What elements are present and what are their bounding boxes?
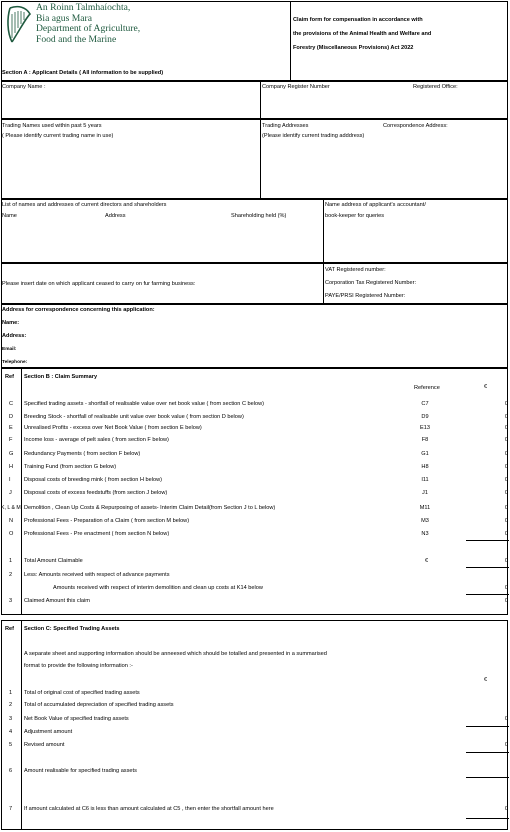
claim-row-description: Specified trading assets - shortfall of realisable value over net book value ( from section C below): [24, 401, 265, 407]
harp-emblem-icon: [4, 4, 34, 46]
total-label: Total Amount Claimable: [24, 558, 83, 564]
claim-row-description: Income loss - average of pelt sales ( from section F below): [24, 437, 169, 443]
section-c-value-line: [466, 752, 509, 753]
correspondence-name-label: Name:: [2, 320, 20, 326]
ceased-date-label: Please insert date on which applicant ceased to carry on fur farming business:: [2, 281, 196, 287]
asset-row-ref: 3: [9, 716, 13, 722]
vat-number-label: VAT Registered number:: [325, 267, 386, 273]
claim-row-ref: E: [9, 425, 13, 431]
claim-row-ref: F: [9, 437, 13, 443]
section-c-euro-header: €: [484, 677, 488, 683]
form-title-line-1: Claim form for compensation in accordance with: [293, 17, 423, 23]
claim-row-ref: K, L & M: [1, 505, 21, 511]
claim-row-ref: I: [9, 477, 11, 483]
header-divider: [290, 1, 291, 81]
claim-row-reference-code: D9: [421, 414, 429, 420]
accountant-label-line-2: book-keeper for queries: [325, 213, 385, 219]
section-b-ref-divider: [21, 368, 22, 615]
section-c-value-line: [466, 818, 509, 819]
total-ref: 1: [9, 558, 13, 564]
claim-row-description: Disposal costs of excess feedstuffs (from section J below): [24, 490, 168, 496]
total-value: 0: [504, 558, 508, 564]
claim-row-description: Training Fund (from section G below): [24, 464, 117, 470]
asset-row-description: Revised amount: [24, 742, 65, 748]
form-title-line-3: Forestry (Miscellaneous Provisions) Act 2022: [293, 45, 414, 51]
asset-row-ref: 7: [9, 806, 13, 812]
asset-row-value: 0: [504, 742, 508, 748]
claim-row-ref: N: [9, 518, 14, 524]
trading-divider: [260, 119, 261, 199]
claim-row-reference-code: F8: [421, 437, 429, 443]
claim-row-description: Demolition , Clean Up Costs & Repurposing of assets- Interim Claim Detail(from Section J to L below): [24, 505, 276, 511]
asset-row-description: Amount realisable for specified trading assets: [24, 768, 137, 774]
trading-addresses-label: Trading Addresses: [262, 123, 309, 129]
correspondence-title: Address for correspondence concerning this application:: [2, 307, 155, 313]
accountant-label-line-1: Name address of applicant's accountant/: [325, 202, 426, 208]
department-logo-text: [36, 3, 140, 46]
section-c-value-line: [466, 726, 509, 727]
asset-row-ref: 1: [9, 690, 13, 696]
paye-prsi-label: PAYE/PRSI Registered Number:: [325, 293, 406, 299]
asset-row-description: Adjustment amount: [24, 729, 73, 735]
claim-row-ref: H: [9, 464, 14, 470]
trading-addresses-note: (Please identify current trading adddress): [262, 133, 365, 139]
claimed-label: Claimed Amount this claim: [24, 598, 90, 604]
claim-row-value: 0: [504, 451, 508, 457]
section-b-euro-header: €: [484, 384, 488, 390]
company-name-label: Company Name :: [2, 84, 46, 90]
claim-row-value: 0: [504, 414, 508, 420]
section-c-ref-header: Ref: [5, 626, 15, 632]
column-address-label: Address: [105, 213, 126, 219]
section-b-total-line: [466, 567, 509, 568]
claim-row-value: 0: [504, 401, 508, 407]
asset-row-value: 0: [504, 806, 508, 812]
claim-row-ref: D: [9, 414, 14, 420]
asset-row-description: If amount calculated at C6 is less than amount calculated at C5 , then enter the shortfall amount here: [24, 806, 274, 812]
claim-row-value: 0: [504, 490, 508, 496]
total-euro: €: [425, 558, 429, 564]
reference-header: Reference: [414, 385, 440, 391]
asset-row-description: Net Book Value of specified trading assets: [24, 716, 129, 722]
ceased-divider: [323, 263, 324, 304]
claim-row-reference-code: E13: [420, 425, 430, 431]
section-c-intro-line-1: A separate sheet and supporting information should be anneexed which should be totalled and presented in a summarised: [24, 651, 327, 657]
section-c-ref-divider: [21, 620, 22, 830]
section-b-ref-header: Ref: [5, 374, 15, 380]
claim-row-ref: J: [9, 490, 12, 496]
company-divider: [260, 81, 261, 119]
section-b-interim-line: [466, 594, 509, 595]
claim-row-reference-code: H8: [421, 464, 429, 470]
asset-row-description: Total of accumulated depreciation of specified trading assets: [24, 702, 174, 708]
correspondence-email-label: Email:: [2, 347, 17, 352]
corporation-tax-label: Corporation Tax Registered Number:: [325, 280, 416, 286]
company-register-label: Company Register Number: [262, 84, 330, 90]
claim-row-description: Breeding Stock - shortfall of realisable unit value over book value ( from section D below): [24, 414, 244, 420]
trading-details-box: [1, 119, 508, 199]
claim-row-reference-code: I11: [421, 477, 429, 483]
claim-row-value: 0: [504, 477, 508, 483]
claim-row-ref: C: [9, 401, 14, 407]
interim-value: 0: [504, 585, 508, 591]
claim-row-value: 0: [504, 505, 508, 511]
claim-row-value: 0: [504, 464, 508, 470]
correspondence-telephone-label: Telephone:: [2, 360, 28, 365]
asset-row-ref: 6: [9, 768, 13, 774]
interim-label: Amounts received with respect of interim demolition and clean up costs at K14 below: [53, 585, 263, 591]
claim-row-reference-code: J1: [422, 490, 428, 496]
claim-row-description: Professional Fees - Preparation of a Claim ( from section M below): [24, 518, 190, 524]
logo-line-2: Bia agus Mara: [36, 12, 92, 24]
section-c-value-line: [466, 777, 509, 778]
claim-row-description: Redundancy Payments ( from section F below): [24, 451, 141, 457]
section-b-title: Section B : Claim Summary: [24, 374, 98, 380]
logo-line-3: Department of Agriculture,: [36, 23, 141, 35]
claim-row-reference-code: M11: [419, 505, 431, 511]
less-label: Less: Amounts received with respect of advance payments: [24, 572, 170, 578]
claim-row-value: 0: [504, 531, 508, 537]
logo-line-1: An Roinn Talmhaíochta,: [36, 2, 131, 13]
claim-row-value: 0: [504, 437, 508, 443]
claim-row-description: Disposal costs of breeding mink ( from section H below): [24, 477, 163, 483]
section-c-title: Section C: Specified Trading Assets: [24, 626, 120, 632]
claim-row-value: 0: [504, 518, 508, 524]
claim-row-reference-code: G1: [421, 451, 429, 457]
asset-row-description: Total of original cost of specified trading assets: [24, 690, 140, 696]
claim-row-reference-code: C7: [421, 401, 429, 407]
trading-names-label: Trading Names used within past 5 years: [2, 123, 102, 129]
directors-title: List of names and addresses of current directors and shareholders: [2, 202, 167, 208]
claim-row-description: Unrealised Profits - excess over Net Book Value ( from section E below): [24, 425, 202, 431]
correspondence-address-label: Correspondence Address:: [383, 123, 448, 129]
asset-row-ref: 2: [9, 702, 13, 708]
less-ref: 2: [9, 572, 13, 578]
asset-row-value: 0: [504, 716, 508, 722]
directors-divider: [323, 199, 324, 263]
claimed-value: 0: [504, 598, 508, 604]
form-title-line-2: the provisions of the Animal Health and Welfare and: [293, 31, 432, 37]
claim-row-reference-code: N3: [421, 531, 429, 537]
logo-line-4: Food and the Marine: [36, 34, 117, 46]
correspondence-address-field-label: Address:: [2, 333, 27, 339]
section-c-intro-line-2: format to provide the following information :-: [24, 663, 133, 669]
asset-row-ref: 4: [9, 729, 13, 735]
section-a-title: Section A : Applicant Details ( All information to be supplied): [2, 70, 164, 76]
trading-names-note: ( Please identify current trading name in use): [2, 133, 114, 139]
column-name-label: Name: [2, 213, 17, 219]
claim-row-ref: G: [9, 451, 14, 457]
claim-row-reference-code: M3: [421, 518, 429, 524]
claimed-ref: 3: [9, 598, 13, 604]
claim-row-description: Professional Fees - Pre enactment ( from section N below): [24, 531, 170, 537]
claim-row-ref: O: [9, 531, 14, 537]
column-shareholding-label: Shareholding held (%): [231, 213, 287, 219]
asset-row-ref: 5: [9, 742, 13, 748]
claim-row-value: 0: [504, 425, 508, 431]
registered-office-label: Registered Office:: [413, 84, 458, 90]
section-b-subtotal-line: [466, 540, 509, 541]
